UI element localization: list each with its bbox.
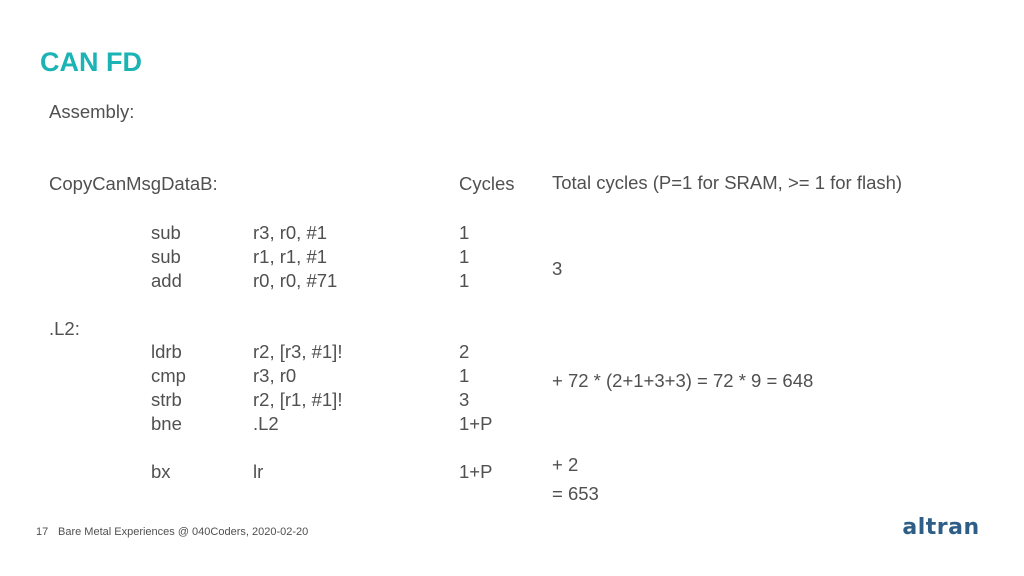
instruction-operands: r2, [r1, #1]! (253, 389, 343, 410)
instruction-cycles: 1 (459, 365, 470, 386)
instruction-operands: r1, r1, #1 (253, 246, 328, 267)
instruction-operands: r2, [r3, #1]! (253, 341, 343, 362)
instruction-mnemonic: add (151, 270, 182, 291)
logo-wordmark: altran (902, 515, 980, 540)
instruction-operands: r3, r0 (253, 365, 297, 386)
page-number: 17 (36, 526, 49, 538)
assembly-heading: Assembly: (49, 101, 135, 122)
instruction-mnemonic: cmp (151, 365, 186, 386)
instruction-mnemonic: bne (151, 413, 182, 434)
total-block2: + 72 * (2+1+3+3) = 72 * 9 = 648 (552, 370, 814, 391)
cycles-header: Cycles (459, 173, 515, 194)
instruction-cycles: 1 (459, 222, 470, 243)
function-label: CopyCanMsgDataB: (49, 173, 218, 194)
total-cycles-header: Total cycles (P=1 for SRAM, >= 1 for flash) (552, 172, 903, 193)
instruction-operands: r3, r0, #1 (253, 222, 328, 243)
slide-title: CAN FD (40, 47, 142, 77)
total-block1: 3 (552, 258, 563, 279)
total-result: = 653 (552, 483, 599, 504)
instruction-operands: lr (253, 461, 264, 482)
instruction-mnemonic: sub (151, 246, 181, 267)
loop-label: .L2: (49, 318, 80, 339)
instruction-operands: r0, r0, #71 (253, 270, 338, 291)
total-block3: + 2 (552, 454, 579, 475)
instruction-cycles: 2 (459, 341, 470, 362)
instruction-mnemonic: sub (151, 222, 181, 243)
footer-text: Bare Metal Experiences @ 040Coders, 2020-02-20 (58, 526, 309, 538)
instruction-mnemonic: ldrb (151, 341, 182, 362)
instruction-cycles: 1+P (459, 461, 493, 482)
instruction-cycles: 1 (459, 246, 470, 267)
instruction-cycles: 3 (459, 389, 470, 410)
instruction-mnemonic: bx (151, 461, 171, 482)
instruction-cycles: 1 (459, 270, 470, 291)
instruction-cycles: 1+P (459, 413, 493, 434)
instruction-operands: .L2 (253, 413, 279, 434)
altran-logo (895, 514, 987, 540)
instruction-mnemonic: strb (151, 389, 182, 410)
